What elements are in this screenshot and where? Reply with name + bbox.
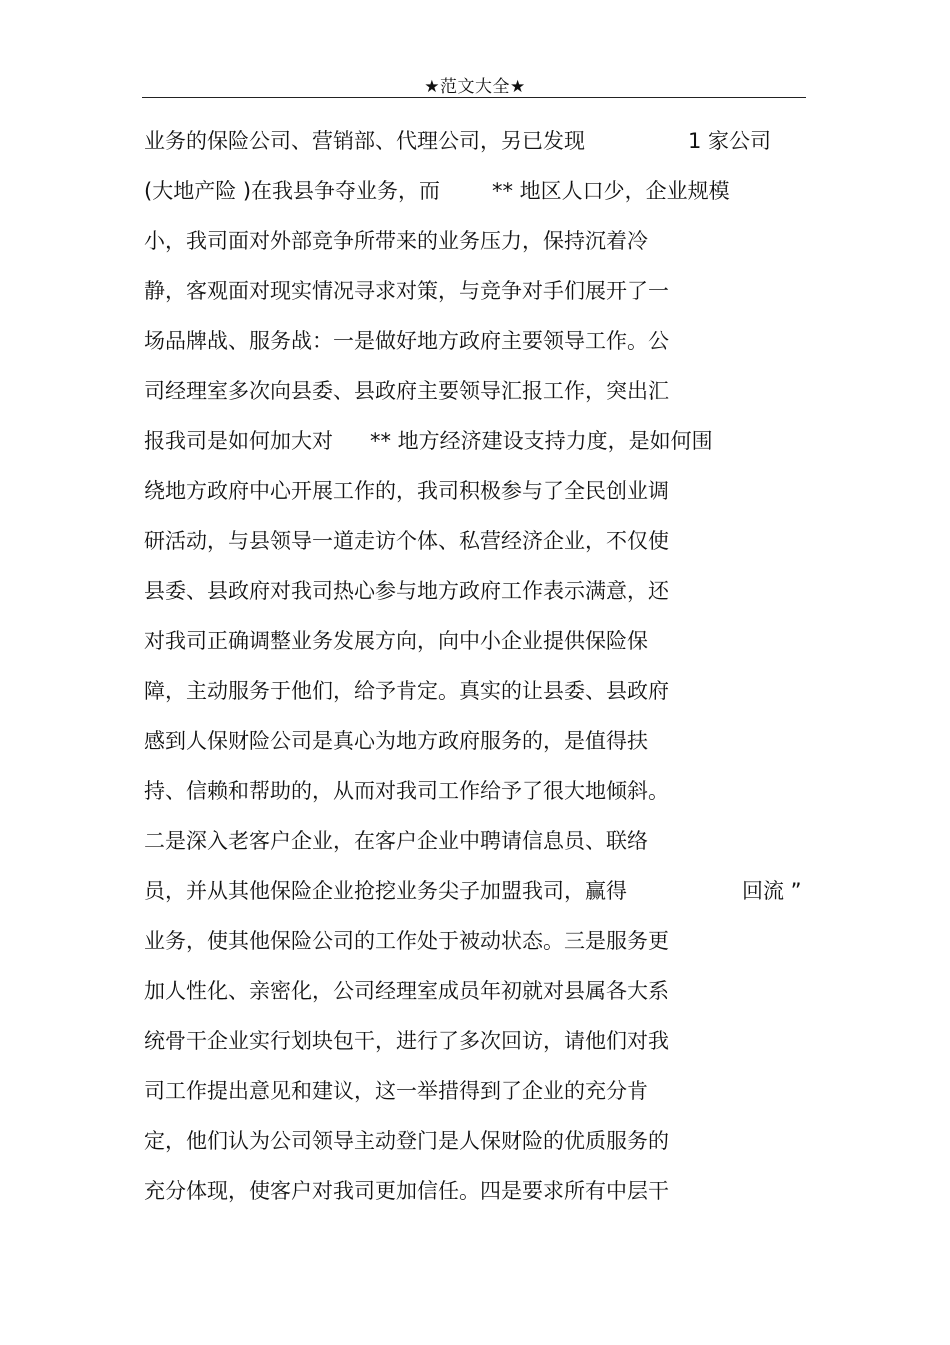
text-segment: ** 地方经济建设支持力度，是如何围 xyxy=(370,429,713,453)
text-segment: 场品牌战、服务战：一是做好地方政府主要领导工作。公 xyxy=(144,329,669,353)
text-segment: 司工作提出意见和建议，这一举措得到了企业的充分肯 xyxy=(144,1079,648,1103)
text-line xyxy=(144,1174,824,1224)
text-segment: 加人性化、亲密化，公司经理室成员年初就对县属各大系 xyxy=(144,979,669,1003)
text-segment: 定，他们认为公司领导主动登门是人保财险的优质服务的 xyxy=(144,1129,669,1153)
text-line xyxy=(144,974,824,1024)
text-segment: 员，并从其他保险企业抢挖业务尖子加盟我司，赢得 xyxy=(144,879,627,903)
text-segment: 县委、县政府对我司热心参与地方政府工作表示满意，还 xyxy=(144,579,669,603)
text-segment: 对我司正确调整业务发展方向，向中小企业提供保险保 xyxy=(144,629,648,653)
text-line xyxy=(144,624,824,674)
text-segment: 司经理室多次向县委、县政府主要领导汇报工作，突出汇 xyxy=(144,379,669,403)
text-line xyxy=(144,224,824,274)
text-line xyxy=(144,124,824,174)
text-segment: 报我司是如何加大对 xyxy=(144,429,333,453)
text-segment: 研活动，与县领导一道走访个体、私营经济企业，不仅使 xyxy=(144,529,669,553)
text-line xyxy=(144,324,824,374)
text-segment: 充分体现，使客户对我司更加信任。四是要求所有中层干 xyxy=(144,1179,669,1203)
text-segment: (大地产险 )在我县争夺业务，而 xyxy=(144,179,441,203)
text-line xyxy=(144,774,824,824)
text-line xyxy=(144,424,824,474)
text-segment: 静，客观面对现实情况寻求对策，与竞争对手们展开了一 xyxy=(144,279,669,303)
text-line xyxy=(144,1124,824,1174)
text-line xyxy=(144,474,824,524)
text-line xyxy=(144,924,824,974)
text-line xyxy=(144,374,824,424)
text-segment: ** 地区人口少，企业规模 xyxy=(492,179,730,203)
text-line xyxy=(144,724,824,774)
text-line xyxy=(144,174,824,224)
text-line xyxy=(144,1074,824,1124)
text-segment: 绕地方政府中心开展工作的，我司积极参与了全民创业调 xyxy=(144,479,669,503)
body-text xyxy=(144,124,824,1224)
text-segment: 持、信赖和帮助的，从而对我司工作给予了很大地倾斜。 xyxy=(144,779,669,803)
header-divider xyxy=(142,97,806,98)
text-line xyxy=(144,824,824,874)
text-segment: 感到人保财险公司是真心为地方政府服务的，是值得扶 xyxy=(144,729,648,753)
text-segment: 业务的保险公司、营销部、代理公司，另已发现 xyxy=(144,129,585,153)
text-line xyxy=(144,874,824,924)
text-segment: 障，主动服务于他们，给予肯定。真实的让县委、县政府 xyxy=(144,679,669,703)
text-line xyxy=(144,674,824,724)
text-segment: 小，我司面对外部竞争所带来的业务压力，保持沉着冷 xyxy=(144,229,648,253)
text-line xyxy=(144,274,824,324)
text-line xyxy=(144,1024,824,1074)
text-segment: 回流 ” xyxy=(742,879,802,903)
text-segment: 二是深入老客户企业，在客户企业中聘请信息员、联络 xyxy=(144,829,648,853)
text-segment: 业务，使其他保险公司的工作处于被动状态。三是服务更 xyxy=(144,929,669,953)
text-segment: 1 家公司 xyxy=(688,129,772,153)
text-line xyxy=(144,524,824,574)
header-title: ★范文大全★ xyxy=(424,77,526,97)
text-segment: 统骨干企业实行划块包干，进行了多次回访，请他们对我 xyxy=(144,1029,669,1053)
text-line xyxy=(144,574,824,624)
